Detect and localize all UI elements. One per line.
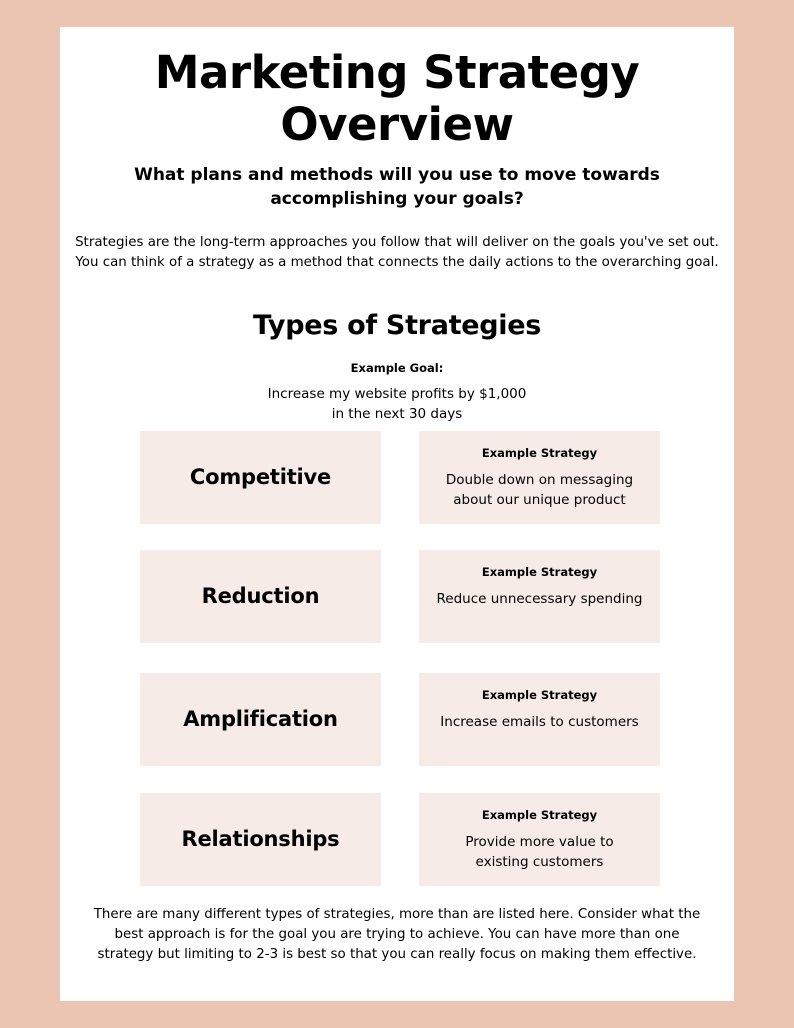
goal-line-2: in the next 30 days [331, 406, 463, 422]
example-strategy-card [419, 673, 660, 766]
strategy-text-line-1: Double down on messaging [445, 472, 634, 488]
page-title [60, 47, 734, 151]
title-line-2: Overview [280, 98, 514, 151]
subtitle-question: What plans and methods will you use to move towards accomplishing your goals? [134, 165, 660, 209]
strategy-text-line-1: Increase emails to customers [440, 714, 639, 730]
example-goal-text [247, 384, 547, 424]
goal-line-1: Increase my website profits by $1,000 [267, 386, 527, 402]
intro-paragraph: Strategies are the long-term approaches you follow that will deliver on the goals you've set out. You can think of a strategy as a method that connects the daily actions to the overarching goal. [75, 235, 719, 270]
section-heading: Types of Strategies [253, 310, 541, 341]
example-strategy-text [431, 470, 648, 510]
strategy-type-card [140, 431, 381, 524]
example-strategy-card [419, 431, 660, 524]
example-strategy-text [431, 832, 648, 872]
example-strategy-label: Example Strategy [481, 446, 598, 460]
strategy-type-name: Amplification [183, 707, 338, 731]
example-goal-label: Example Goal: [350, 361, 444, 375]
strategy-type-name: Relationships [181, 827, 340, 851]
strategy-text-line-2: existing customers [475, 854, 604, 870]
example-strategy-text [431, 589, 648, 609]
strategy-text-line-1: Provide more value to [465, 834, 614, 850]
example-strategy-label: Example Strategy [481, 808, 598, 822]
strategy-type-card [140, 793, 381, 886]
strategy-type-name: Reduction [201, 584, 320, 608]
example-strategy-label: Example Strategy [481, 565, 598, 579]
strategy-type-name: Competitive [189, 465, 332, 489]
example-strategy-card [419, 550, 660, 643]
closing-paragraph: There are many different types of strategies, more than are listed here. Consider what the best approach is for the goal you are trying to achieve. You can have more than one strategy but limiting to 2-3 is best so that you can really focus on making them effective. [93, 907, 701, 962]
example-strategy-text [431, 712, 648, 732]
example-strategy-card [419, 793, 660, 886]
worksheet-page [60, 27, 734, 1001]
strategy-type-card [140, 550, 381, 643]
strategy-text-line-2: about our unique product [453, 492, 626, 508]
strategy-text-line-1: Reduce unnecessary spending [436, 591, 643, 607]
strategy-type-card [140, 673, 381, 766]
title-line-1: Marketing Strategy [154, 46, 640, 99]
example-strategy-label: Example Strategy [481, 688, 598, 702]
